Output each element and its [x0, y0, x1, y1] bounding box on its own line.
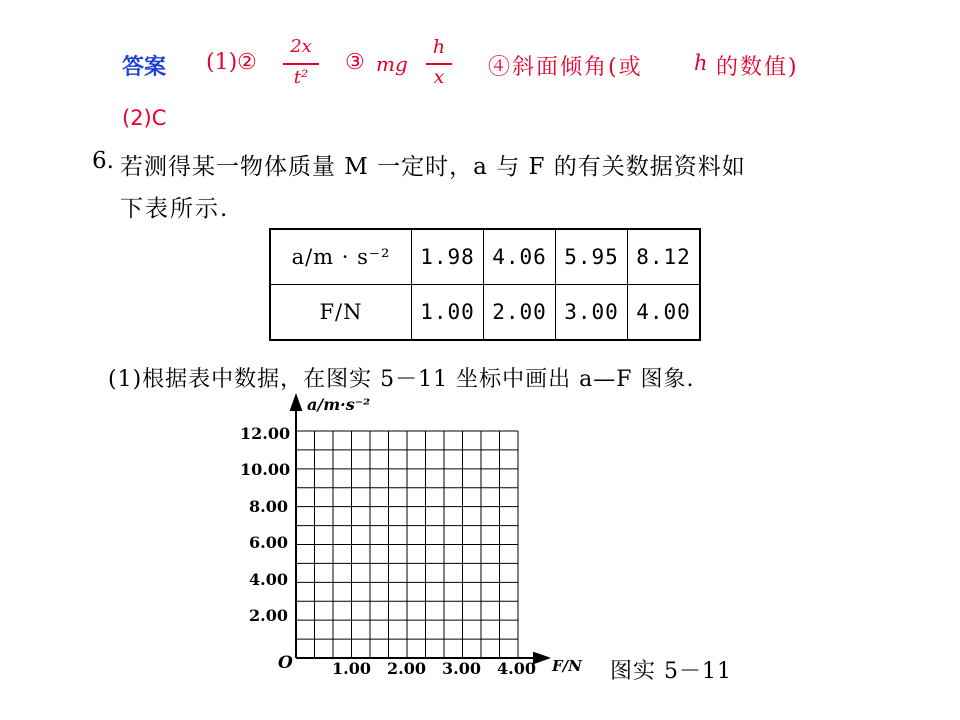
answer-item3-prefix: ③ — [345, 50, 365, 75]
answer-item4-var: h — [694, 51, 708, 75]
table-header-f: F/N — [270, 285, 412, 341]
y-tick-label: 12.00 — [240, 424, 291, 443]
x-tick-label: 3.00 — [442, 659, 481, 678]
answer-part2: (2)C — [122, 106, 167, 130]
answer-part1-prefix: (1)② — [206, 50, 257, 75]
y-tick-label: 4.00 — [249, 570, 288, 589]
x-tick-label: 1.00 — [332, 659, 371, 678]
answer-item3-expr: mg — [376, 52, 408, 76]
y-axis-arrow — [291, 396, 301, 410]
table-header-a: a/m · s⁻² — [270, 229, 412, 285]
question-number: 6. — [92, 148, 114, 174]
table-cell: 2.00 — [484, 285, 556, 341]
sub-question-text: (1)根据表中数据，在图实 5－11 坐标中画出 a—F 图象. — [108, 367, 695, 392]
table-cell: 8.12 — [628, 229, 701, 285]
origin-label: O — [278, 653, 293, 673]
x-tick-label: 4.00 — [497, 659, 536, 678]
table-cell: 4.00 — [628, 285, 701, 341]
y-tick-label: 6.00 — [249, 533, 288, 552]
fraction-numerator: 2x — [290, 36, 312, 57]
table-cell: 3.00 — [556, 285, 628, 341]
y-tick-label: 10.00 — [240, 460, 291, 479]
question-text-line1: 若测得某一物体质量 M 一定时，a 与 F 的有关数据资料如 — [120, 154, 746, 180]
answer-label: 答案 — [122, 55, 167, 80]
x-tick-label: 2.00 — [387, 659, 426, 678]
fraction-denominator: x — [433, 66, 445, 88]
fraction-denominator: t² — [293, 67, 309, 88]
answer-item4-suffix: 的数值) — [716, 55, 799, 80]
table-cell: 4.06 — [484, 229, 556, 285]
table-cell: 5.95 — [556, 229, 628, 285]
question-text-line2: 下表所示. — [120, 196, 230, 222]
x-axis-arrow — [534, 653, 548, 663]
table-cell: 1.98 — [412, 229, 484, 285]
y-tick-label: 8.00 — [249, 497, 288, 516]
answer-item4: ④斜面倾角(或 — [488, 55, 643, 80]
y-axis-label: a/m·s⁻² — [307, 395, 371, 414]
figure-caption: 图实 5－11 — [610, 659, 732, 684]
fraction-numerator: h — [432, 36, 446, 58]
x-axis-label: F/N — [552, 657, 582, 675]
table-cell: 1.00 — [412, 285, 484, 341]
y-tick-label: 2.00 — [249, 606, 288, 625]
